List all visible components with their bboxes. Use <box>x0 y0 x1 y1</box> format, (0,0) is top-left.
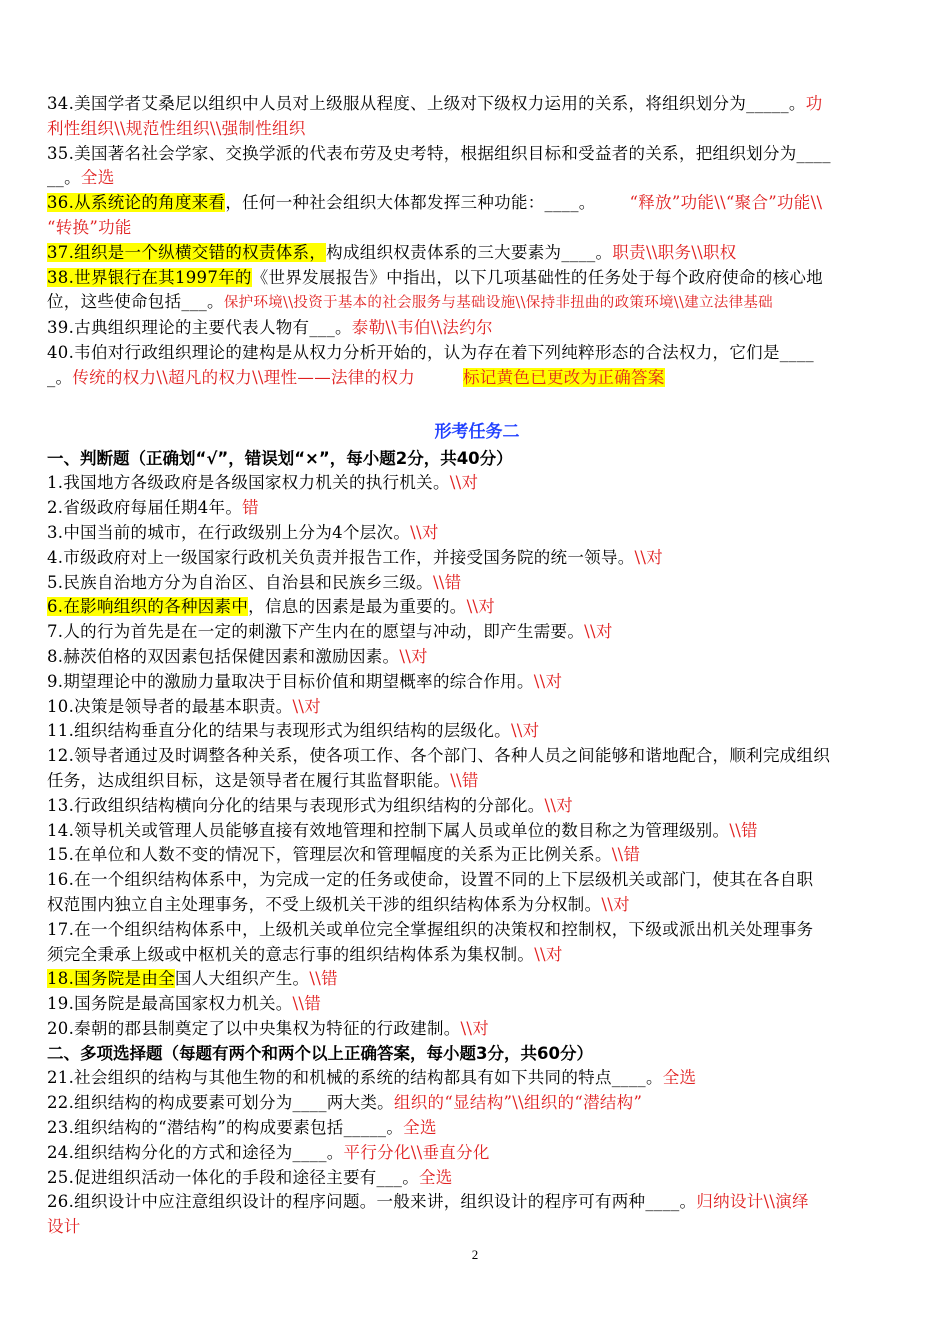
question-34-cont <box>47 117 907 142</box>
question-38-cont <box>47 290 907 316</box>
answer-text: \\对 <box>601 894 630 914</box>
question-text: __。 <box>47 168 81 188</box>
tf-item <box>47 744 907 769</box>
question-text: 任务，达成组织目标，这是领导者在履行其监督职能。 <box>47 770 451 790</box>
question-text: 23.组织结构的“潜结构”的构成要素包括_____。 <box>47 1118 404 1138</box>
answer-text: \\错 <box>309 969 338 989</box>
question-text: 11.组织结构垂直分化的结果与表现形式为组织结构的层级化。 <box>47 721 511 741</box>
question-text: 12.领导者通过及时调整各种关系，使各项工作、各个部门、各种人员之间能够和谐地配合，顺利完成组织 <box>47 746 831 766</box>
answer-text: \\对 <box>634 547 664 567</box>
answer-text: 传统的权力\\超凡的权力\\理性——法律的权力 <box>72 367 415 387</box>
question-text: 位，这些使命包括___。 <box>47 292 224 312</box>
answer-text: 错 <box>242 498 259 518</box>
tf-item <box>47 645 907 670</box>
question-40 <box>47 341 907 366</box>
tf-item <box>47 1017 907 1042</box>
answer-text: 泰勒\\韦伯\\法约尔 <box>351 318 493 338</box>
document-page <box>47 92 907 1240</box>
tf-item <box>47 868 907 893</box>
tf-item <box>47 670 907 695</box>
question-text: 8.赫茨伯格的双因素包括保健因素和激励因素。 <box>47 646 400 666</box>
question-text: 17.在一个组织结构体系中，上级机关或单位完全掌握组织的决策权和控制权，下级或派出机关处理事务 <box>47 919 814 939</box>
page-number: 2 <box>471 1247 479 1262</box>
answer-text: \\对 <box>410 522 439 542</box>
question-38 <box>47 266 907 291</box>
question-35-cont <box>47 166 907 191</box>
answer-text: 全选 <box>80 168 115 188</box>
highlighted-text: 18.国务院是由全 <box>47 969 175 989</box>
highlighted-text: 36.从系统论的角度来看 <box>47 193 226 213</box>
answer-text: \\对 <box>449 473 479 493</box>
tf-item <box>47 992 907 1017</box>
answer-text: \\对 <box>292 696 322 716</box>
question-text: 13.行政组织结构横向分化的结果与表现形式为组织结构的分部化。 <box>47 795 545 815</box>
question-39 <box>47 316 907 341</box>
question-text: 34.美国学者艾桑尼以组织中人员对上级服从程度、上级对下级权力运用的关系，将组织划分为_____。 <box>47 94 806 113</box>
question-text: 26.组织设计中应注意组织设计的程序问题。一般来讲，组织设计的程序可有两种____。 <box>47 1192 697 1212</box>
answer-text: \\对 <box>510 721 540 741</box>
question-text: 25.促进组织活动一体化的手段和途径主要有___。 <box>47 1167 419 1187</box>
tf-item-cont <box>47 769 907 794</box>
mc-item <box>47 1190 907 1215</box>
answer-text: 全选 <box>419 1167 453 1187</box>
question-text: 15.在单位和人数不变的情况下，管理层次和管理幅度的关系为正比例关系。 <box>47 845 612 865</box>
tf-item <box>47 695 907 720</box>
mc-item <box>47 1141 907 1166</box>
question-text: 须完全秉承上级或中枢机关的意志行事的组织结构体系为集权制。 <box>47 944 535 964</box>
question-text: 5.民族自治地方分为自治区、自治县和民族乡三级。 <box>47 572 433 592</box>
answer-text: “释放”功能\\“聚合”功能\\ <box>629 193 823 213</box>
tf-item <box>47 471 907 496</box>
answer-text: 全选 <box>662 1068 697 1088</box>
question-36-cont <box>47 216 907 241</box>
question-text: 9.期望理论中的激励力量取决于目标价值和期望概率的综合作用。 <box>47 671 534 691</box>
question-text: ，任何一种社会组织大体都发挥三种功能：____。 <box>225 193 596 213</box>
question-text: 24.组织结构分化的方式和途径为____。 <box>47 1142 344 1162</box>
answer-text: 归纳设计\\演绎 <box>696 1192 809 1212</box>
answer-text: 职责\\职务\\职权 <box>612 242 737 262</box>
answer-text: \\对 <box>584 622 613 642</box>
tf-item-cont <box>47 893 907 918</box>
tf-item <box>47 967 907 992</box>
answer-text: \\错 <box>432 572 462 592</box>
highlighted-text: 6.在影响组织的各种因素中 <box>47 597 249 617</box>
tf-item <box>47 496 907 521</box>
tf-item <box>47 719 907 744</box>
tf-item-cont <box>47 943 907 968</box>
question-text: 2.省级政府每届任期4年。 <box>47 498 243 518</box>
question-text: 3.中国当前的城市，在行政级别上分为4个层次。 <box>47 522 411 542</box>
mc-item <box>47 1091 907 1116</box>
tf-item <box>47 819 907 844</box>
question-text: 构成组织权责体系的三大要素为____。 <box>326 242 613 262</box>
answer-text: 功 <box>805 94 823 113</box>
answer-text: 组织的“显结构”\\组织的“潜结构” <box>393 1093 643 1113</box>
question-text: 4.市级政府对上一级国家行政机关负责并报告工作，并接受国务院的统一领导。 <box>47 547 635 567</box>
highlighted-text: 37.组织是一个纵横交错的权责体系， <box>47 242 327 262</box>
tf-item <box>47 595 907 620</box>
answer-text: \\对 <box>544 795 574 815</box>
section-title: 形考任务二 <box>434 421 520 442</box>
answer-text: \\错 <box>729 820 758 840</box>
mc-item-cont <box>47 1215 907 1240</box>
question-text: ，信息的因素是最为重要的。 <box>248 597 467 617</box>
question-text: 20.秦朝的郡县制奠定了以中央集权为特征的行政建制。 <box>47 1018 461 1038</box>
question-text: 1.我国地方各级政府是各级国家权力机关的执行机关。 <box>47 473 450 493</box>
section-heading-multiple-choice: 二、多项选择题（每题有两个和两个以上正确答案，每小题3分，共60分） <box>47 1043 593 1063</box>
multiple-choice-list <box>47 1066 907 1240</box>
question-34 <box>47 92 907 117</box>
highlighted-text: 38.世界银行在其1997年的 <box>47 267 252 287</box>
answer-text: \\对 <box>466 597 496 617</box>
question-text: 39.古典组织理论的主要代表人物有___。 <box>47 318 352 338</box>
mc-item <box>47 1066 907 1091</box>
answer-text: \\错 <box>450 770 479 790</box>
tf-item <box>47 521 907 546</box>
answer-text: \\错 <box>611 845 641 865</box>
question-text: 40.韦伯对行政组织理论的建构是从权力分析开始的，认为存在着下列纯粹形态的合法权力，它们是____ <box>47 342 814 362</box>
question-36 <box>47 191 907 216</box>
answer-text: \\错 <box>292 994 322 1014</box>
question-text: _。 <box>47 367 73 387</box>
tf-item <box>47 794 907 819</box>
highlight-note: 标记黄色已更改为正确答案 <box>463 367 665 387</box>
question-text: 22.组织结构的构成要素可划分为____两大类。 <box>47 1093 394 1113</box>
answer-text: \\对 <box>533 671 563 691</box>
answer-text: \\对 <box>460 1018 490 1038</box>
answer-text: 利性组织\\规范性组织\\强制性组织 <box>47 118 306 138</box>
question-text: 《世界发展报告》中指出，以下几项基础性的任务处于每个政府使命的核心地 <box>251 267 823 287</box>
question-text: 10.决策是领导者的最基本职责。 <box>47 696 293 716</box>
true-false-list <box>47 471 907 1041</box>
question-text: 权范围内独立自主处理事务，不受上级机关干涉的组织结构体系为分权制。 <box>47 894 602 914</box>
answer-text: 保护环境\\投资于基本的社会服务与基础设施\\保持非扭曲的政策环境\\建立法律基础 <box>223 295 773 312</box>
tf-item <box>47 571 907 596</box>
question-40-cont <box>47 366 907 391</box>
answer-text: \\对 <box>399 646 428 666</box>
question-35 <box>47 142 907 167</box>
question-text: 21.社会组织的结构与其他生物的和机械的系统的结构都具有如下共同的特点____。 <box>47 1068 663 1088</box>
question-text: 7.人的行为首先是在一定的刺激下产生内在的愿望与冲动，即产生需要。 <box>47 622 585 642</box>
answer-text: 设计 <box>47 1217 81 1237</box>
question-37 <box>47 241 907 266</box>
answer-text: “转换”功能 <box>47 217 132 237</box>
mc-item <box>47 1116 907 1141</box>
question-text: 国人大组织产生。 <box>174 969 310 989</box>
answer-text: \\对 <box>534 944 563 964</box>
question-text: 19.国务院是最高国家权力机关。 <box>47 994 293 1014</box>
section-heading-true-false: 一、判断题（正确划“√”，错误划“×”，每小题2分，共40分） <box>47 448 513 468</box>
tf-item <box>47 843 907 868</box>
tf-item <box>47 620 907 645</box>
answer-text: 全选 <box>403 1118 437 1138</box>
answer-text: 平行分化\\垂直分化 <box>343 1142 490 1162</box>
question-text: 14.领导机关或管理人员能够直接有效地管理和控制下属人员或单位的数目称之为管理级别。 <box>47 820 730 840</box>
tf-item <box>47 918 907 943</box>
question-text: 35.美国著名社会学家、交换学派的代表布劳及史考特，根据组织目标和受益者的关系，把组织划分为____ <box>47 143 831 163</box>
mc-item <box>47 1166 907 1191</box>
question-text: 16.在一个组织结构体系中，为完成一定的任务或使命，设置不同的上下层级机关或部门，使其在各自职 <box>47 870 814 890</box>
tf-item <box>47 546 907 571</box>
